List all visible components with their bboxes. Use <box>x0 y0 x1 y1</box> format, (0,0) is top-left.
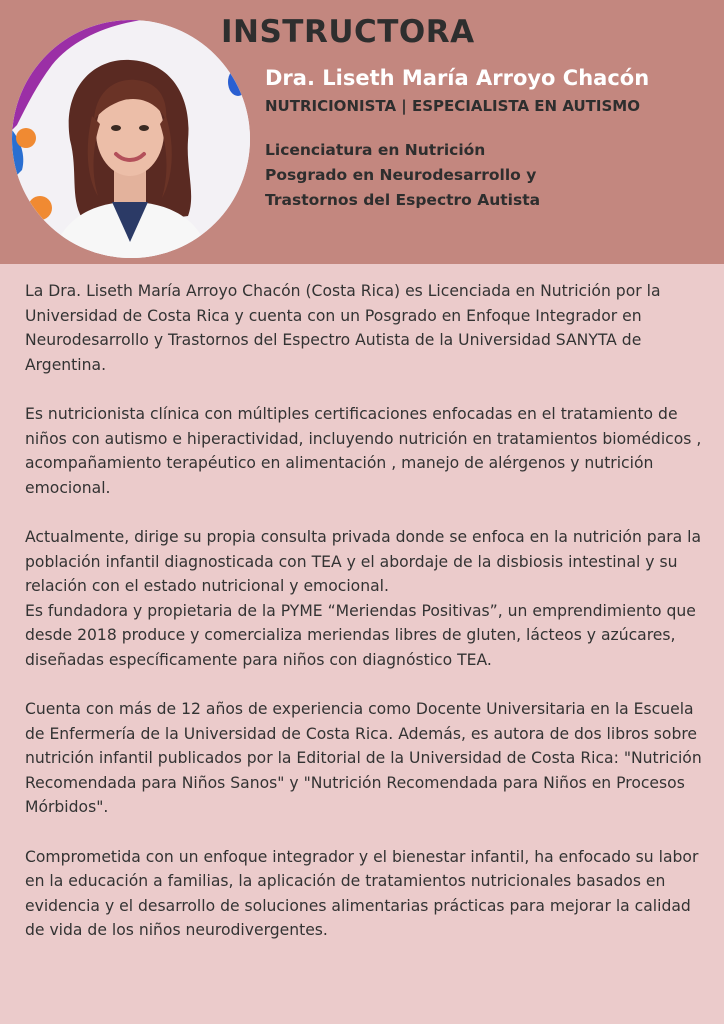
bio-paragraph: Es nutricionista clínica con múltiples certificaciones enfocadas en el tratamiento de niños con autismo e hiperactividad, incluyendo nutrición en tratamientos biomédicos , acompañamiento terapéutico en alimentación , manejo de alérgenos y nutrición emocional. <box>25 404 702 497</box>
degree-item: Posgrado en Neurodesarrollo y <box>265 166 537 184</box>
bio-paragraph: Actualmente, dirige su propia consulta privada donde se enfoca en la nutrición para la población infantil diagnosticada con TEA y el abordaje de la disbiosis intestinal y su relación con el estado nutricional y emocional. <box>25 527 702 596</box>
bio-paragraph: Cuenta con más de 12 años de experiencia como Docente Universitaria en la Escuela de Enfermería de la Universidad de Costa Rica. Además, es autora de dos libros sobre nutrición infantil publicados por la Editorial de la Universidad de Costa Rica: "Nutrición Recomendada para Niños Sanos" y "Nutrición Recomendada para Niños en Procesos Mórbidos". <box>25 700 702 817</box>
portrait-photo <box>12 20 250 258</box>
page-title: INSTRUCTORA <box>221 14 475 50</box>
bio-paragraph: La Dra. Liseth María Arroyo Chacón (Costa Rica) es Licenciada en Nutrición por la Universidad de Costa Rica y cuenta con un Posgrado en Enfoque Integrador en Neurodesarrollo y Trastornos del Espectro Autista de la Universidad SANYTA de Argentina. <box>25 282 661 374</box>
instructor-name: Dra. Liseth María Arroyo Chacón <box>265 66 650 90</box>
portrait-illustration <box>12 20 250 258</box>
biography <box>25 279 707 968</box>
instructor-role: NUTRICIONISTA | ESPECIALISTA EN AUTISMO <box>265 97 640 115</box>
bio-paragraph: Es fundadora y propietaria de la PYME “Meriendas Positivas”, un emprendimiento que desde 2018 produce y comercializa meriendas libres de gluten, lácteos y azúcares, diseñadas específicamente para niños con diagnóstico TEA. <box>25 601 696 669</box>
bio-paragraph: Comprometida con un enfoque integrador y el bienestar infantil, ha enfocado su labor en la educación a familias, la aplicación de tratamientos nutricionales basados en evidencia y el desarrollo de soluciones alimentarias prácticas para mejorar la calidad de vida de los niños neurodivergentes. <box>25 847 699 940</box>
degrees-list <box>265 138 540 213</box>
degree-item: Licenciatura en Nutrición <box>265 141 486 159</box>
degree-item: Trastornos del Espectro Autista <box>265 191 541 209</box>
header-banner <box>0 0 724 264</box>
